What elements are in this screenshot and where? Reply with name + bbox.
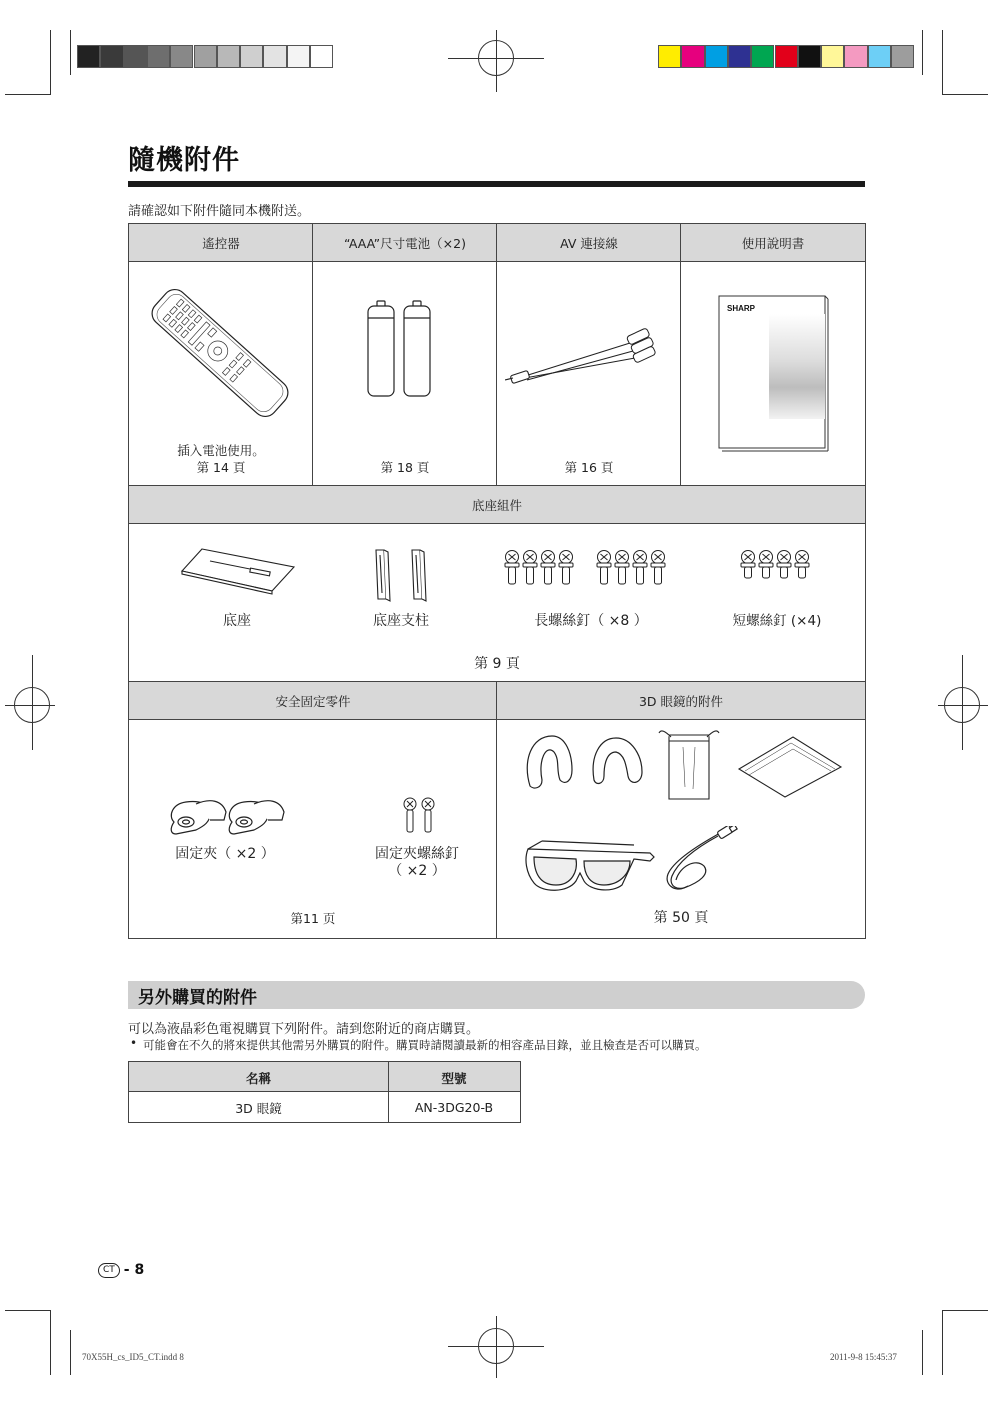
long-screws-label: 長螺絲釘（ ×8 ）	[534, 613, 648, 629]
optional-accessories-table	[128, 1061, 521, 1123]
header-safety-parts: 安全固定零件	[129, 682, 497, 720]
battery-caption: 第 18 頁	[380, 460, 430, 475]
color-swatch	[658, 45, 681, 68]
col-header-model: 型號	[441, 1071, 467, 1086]
footer-timestamp: 2011-9-8 15:45:37	[830, 1352, 897, 1362]
stand-column-image	[370, 545, 438, 603]
3d-glasses-page-ref: 第 50 頁	[653, 910, 709, 926]
color-swatch	[263, 45, 286, 68]
stand-base-image	[180, 545, 298, 595]
sharp-logo-text: SHARP	[727, 304, 756, 313]
color-swatch	[170, 45, 193, 68]
color-swatch	[100, 45, 123, 68]
nose-pads-image	[520, 730, 650, 792]
short-screws-label: 短螺絲釘 (×4)	[732, 613, 822, 629]
remote-control-image	[150, 278, 290, 428]
clamp-label: 固定夾（ ×2 ）	[175, 846, 275, 862]
color-swatch	[775, 45, 798, 68]
stand-column-label: 底座支柱	[373, 613, 429, 629]
clamp-screws-image	[400, 796, 440, 836]
language-badge: CT	[98, 1263, 120, 1278]
header-av-cable: AV 連接線	[497, 224, 681, 262]
color-swatch	[751, 45, 774, 68]
color-swatch	[891, 45, 914, 68]
stand-base-label: 底座	[223, 613, 251, 629]
usb-cable-image	[660, 826, 740, 896]
optional-accessories-intro: 可以為液晶彩色電視購買下列附件。請到您附近的商店購買。	[128, 1022, 480, 1037]
header-remote: 遙控器	[129, 224, 313, 262]
color-swatch	[217, 45, 240, 68]
color-swatch	[77, 45, 100, 68]
optional-accessories-note: 可能會在不久的將來提供其他需另外購買的附件。購買時請閱讀最新的相容產品目錄，並且檢查是否可以購買。	[143, 1038, 707, 1052]
color-swatch	[868, 45, 891, 68]
short-screws-image	[738, 550, 816, 582]
safety-page-ref: 第11 页	[290, 911, 336, 926]
header-stand-set: 底座組件	[129, 486, 865, 524]
optional-accessories-section	[128, 981, 865, 1009]
pouch-image	[655, 727, 723, 803]
color-swatch	[240, 45, 263, 68]
clamp-image	[166, 790, 292, 840]
color-swatch	[287, 45, 310, 68]
intro-text: 請確認如下附件隨同本機附送。	[128, 204, 311, 219]
long-screws-image	[500, 550, 682, 588]
header-batteries: “AAA”尺寸電池（×2)	[313, 224, 497, 262]
footer-filename: 70X55H_cs_ID5_CT.indd 8	[82, 1352, 184, 1362]
page-title: 隨機附件	[128, 145, 240, 176]
header-manual: 使用說明書	[681, 224, 865, 262]
operation-manual-image	[715, 294, 830, 452]
color-swatch	[821, 45, 844, 68]
header-3d-glasses-accessories: 3D 眼鏡的附件	[497, 682, 865, 720]
color-swatch	[194, 45, 217, 68]
col-header-name: 名稱	[245, 1071, 271, 1086]
cell-model-number: AN-3DG20-B	[414, 1100, 494, 1115]
remote-caption-1: 插入電池使用。	[177, 443, 265, 458]
color-swatch	[705, 45, 728, 68]
stand-page-ref: 第 9 頁	[474, 656, 520, 672]
color-swatch	[147, 45, 170, 68]
color-swatch	[798, 45, 821, 68]
title-divider	[128, 181, 865, 187]
color-swatch	[728, 45, 751, 68]
cleaning-cloth-image	[735, 733, 845, 799]
remote-caption-2: 第 14 頁	[196, 460, 246, 475]
optional-accessories-title: 另外購買的附件	[138, 988, 257, 1008]
page-number-text: - 8	[123, 1262, 145, 1278]
clamp-screws-label-1: 固定夾螺絲釘	[375, 846, 459, 862]
3d-glasses-image	[522, 835, 657, 897]
page-number	[98, 1262, 144, 1278]
color-swatch	[124, 45, 147, 68]
color-swatch	[310, 45, 333, 68]
av-cable-image	[505, 318, 675, 390]
clamp-screws-label-2: （ ×2 ）	[388, 863, 446, 879]
optional-accessories-bullet: •	[130, 1036, 138, 1050]
color-swatch	[681, 45, 704, 68]
cell-item-name: 3D 眼鏡	[235, 1101, 282, 1116]
color-swatch	[844, 45, 867, 68]
batteries-image	[360, 296, 450, 401]
av-caption: 第 16 頁	[564, 460, 614, 475]
